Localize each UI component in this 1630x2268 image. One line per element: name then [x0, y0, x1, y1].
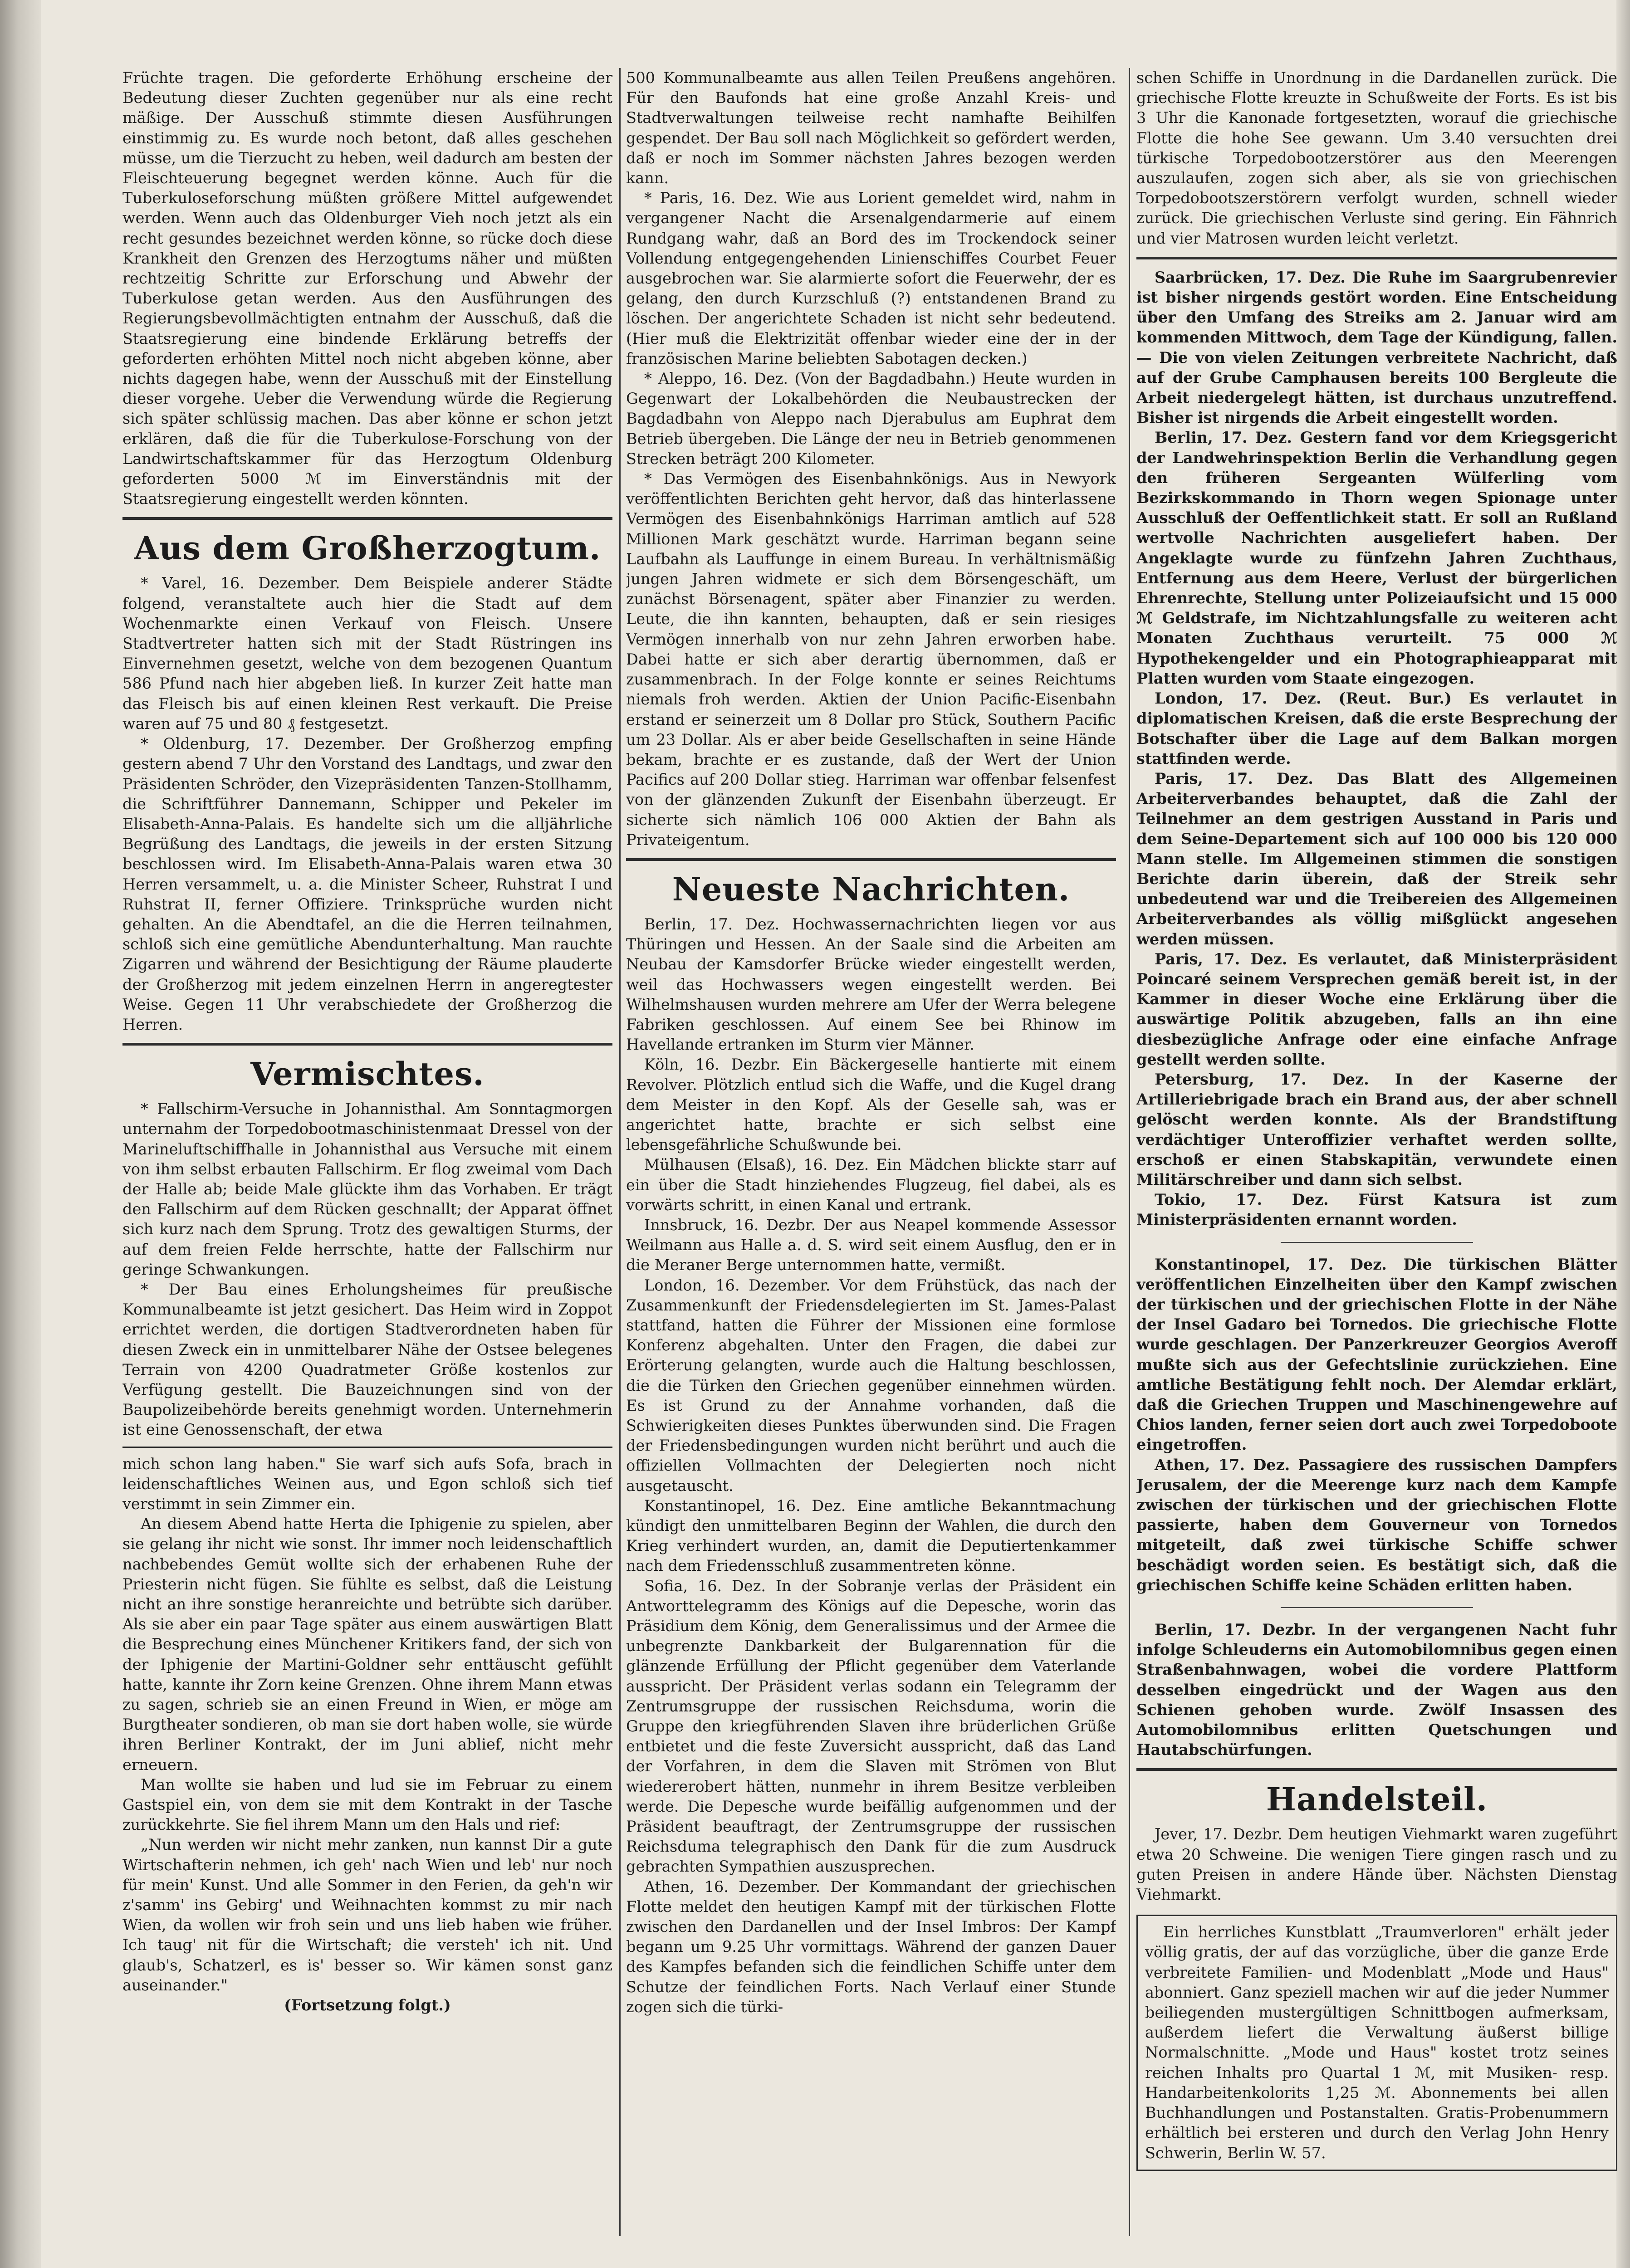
serial-paragraph: „Nun werden wir nicht mehr zanken, nun kannst Dir a gute Wirtschafterin nehmen, ich geh' nach Wien und leb' nur noch für mein' Kunst. Und alle Sommer in den Ferien, da geh'n wir z'samm' ins Gebirg' und Weihnachten kommst zu mir nach Wien, da wollen wir froh sein und uns lieb haben wie früher. Ich taug' nit für die Wirtschaft; die versteh' ich nit. Und glaub's, Schatzerl, es is' besser so. Wir kämen sonst ganz auseinander." — [122, 1836, 612, 1994]
article-paragraph: schen Schiffe in Unordnung in die Dardanellen zurück. Die griechische Flotte kreuzte in Schußweite der Forts. Es ist bis 3 Uhr die Kanonade fortgesetzten, worauf die griechische Flotte die hohe See gewann. Um 3.40 versuchten drei türkische Torpedobootzerstörer aus den Meerengen auszulaufen, zogen sich aber, als sie von griechischen Torpedobootszerstörern verfolgt wurden, schnell wieder zurück. Die griechischen Verluste sind gering. Ein Fähnrich und vier Matrosen wurden leicht verletzt. — [1136, 69, 1617, 247]
section-rule — [1136, 1768, 1617, 1771]
column-divider — [619, 68, 621, 2236]
telegram-block — [1136, 268, 1617, 1230]
article-paragraph: 500 Kommunalbeamte aus allen Teilen Preußens angehören. Für den Baufonds hat eine große Anzahl Kreis- und Stadtverwaltungen teilweise recht namhafte Beihilfen gespendet. Der Bau soll nach Möglichkeit so gefördert werden, daß er noch im Sommer nächsten Jahres bezogen werden kann. — [626, 69, 1116, 187]
section-heading-handelsteil: Handelsteil. — [1266, 1780, 1488, 1818]
section-heading-neueste-nachrichten: Neueste Nachrichten. — [672, 870, 1070, 908]
article-aleppo: * Aleppo, 16. Dez. (Von der Bagdadbahn.) Heute wurden in Gegenwart der Lokalbehörden die Neubaustrecken der Bagdadbahn von Aleppo nach Djerabulus am Euphrat dem Betrieb übergeben. Die Länge der neu in Betrieb genommenen Strecken beträgt 200 Kilometer. — [626, 370, 1116, 468]
binding-shadow-left — [0, 0, 41, 2268]
section-rule — [122, 1043, 612, 1046]
news-innsbruck: Innsbruck, 16. Dezbr. Der aus Neapel kommende Assessor Weilmann aus Halle a. d. S. wird seit einem Ausflug, den er in die Meraner Berge unternommen hatte, vermißt. — [626, 1216, 1116, 1274]
serial-paragraph: An diesem Abend hatte Herta die Iphigenie zu spielen, aber sie gelang ihr nicht wie sonst. Ihr immer noch leidenschaftlich nachbebendes Gemüt wollte sich der erhabenen Ruhe der Priesterin nicht fügen. Sie fühlte es selbst, daß die Leistung nicht an ihre sonstige heranreichte und betrübte sich darüber. Als sie aber ein paar Tage später aus einem auswärtigen Blatt die Besprechung eines Münchener Kritikers fand, der sich von der Iphigenie der Martini-Goldner sehr enttäuscht gefühlt hatte, kannte ihr Zorn keine Grenzen. Ohne ihrem Mann etwas zu sagen, schrieb sie an einen Freund in Wien, er möge am Burgtheater sondieren, ob man sie dort haben wolle, sie würde ihren Berliner Kontrakt, der im Juni ablief, nicht mehr erneuern. — [122, 1515, 612, 1774]
column-divider — [1129, 68, 1130, 2236]
article-fallschirm: * Fallschirm-Versuche in Johannisthal. Am Sonntagmorgen unternahm der Torpedobootmaschinistenmaat Dressel von der Marineluftschiffhalle in Johannisthal aus Versuche mit einem von ihm selbst erbauten Fallschirm. Er flog zweimal vom Dach der Halle ab; beide Male glückte ihm das Vorhaben. Er trägt den Fallschirm auf dem Rücken geschnallt; der Apparat öffnet sich kurz nach dem Sprung. Trotz des gewaltigen Sturms, der auf dem freien Felde herrschte, hatte der Fallschirm nur geringe Schwankungen. — [122, 1100, 612, 1278]
article-paris: * Paris, 16. Dez. Wie aus Lorient gemeldet wird, nahm in vergangener Nacht die Arsenalgendarmerie auf einem Rundgang wahr, daß an Bord des im Trockendock seiner Vollendung entgegengehenden Linienschiffes Courbet Feuer ausgebrochen war. Sie alarmierte sofort die Feuerwehr, der es gelang, den durch Kurzschluß (?) entstandenen Brand zu löschen. Der angerichtete Schaden ist nicht sehr bedeutend. (Hier muß die Elektrizität offenbar wieder eine der in der französischen Marine beliebten Sabotagen decken.) — [626, 189, 1116, 367]
market-jever: Jever, 17. Dezbr. Dem heutigen Viehmarkt waren zugeführt etwa 20 Schweine. Die wenigen Tiere gingen rasch und zu guten Preisen in andere Hände über. Nächsten Dienstag Viehmarkt. — [1136, 1825, 1617, 1904]
news-sofia: Sofia, 16. Dez. In der Sobranje verlas der Präsident ein Antworttelegramm des Königs auf die Depesche, worin das Präsidium dem König, dem Generalissimus und der Armee die unbegrenzte Dankbarkeit der Bulgarennation für die glänzende Erfüllung der Pflicht gegenüber dem Vaterlande ausspricht. Der Präsident verlas sodann ein Telegramm der Zentrumsgruppe der russischen Reichsduma, worin die Gruppe den kriegführenden Slaven ihre brüderlichen Grüße entbietet und die feste Zuversicht ausspricht, daß das Land der Vorfahren, in dem die Slaven mit Strömen von Blut wiedererobert hätten, nunmehr in ihrem Besitze verbleiben werde. Die Depesche wurde beifällig aufgenommen und der Präsident beauftragt, der Zentrumsgruppe der russischen Reichsduma telegraphisch den Dank für die zum Ausdruck gebrachten Sympathien auszusprechen. — [626, 1577, 1116, 1876]
article-varel: * Varel, 16. Dezember. Dem Beispiele anderer Städte folgend, veranstaltete auch hier die Stadt auf dem Wochenmarkte einen Verkauf von Fleisch. Unsere Stadtvertreter hatten sich mit der Stadt Rüstringen ins Einvernehmen gesetzt, welche von dem bezogenen Quantum 586 Pfund nach hier abgeben ließ. In kurzer Zeit hatte man das Fleisch bis auf einen kleinen Rest verkauft. Die Preise waren auf 75 und 80 ₰ festgesetzt. — [122, 574, 612, 733]
serial-paragraph: Man wollte sie haben und lud sie im Februar zu einem Gastspiel ein, von dem sie mit dem Kontrakt in der Tasche zurückkehrte. Sie fiel ihrem Mann um den Hals und rief: — [122, 1775, 612, 1834]
column-1 — [122, 68, 612, 2268]
section-heading-grossherzogtum: Aus dem Großherzogtum. — [134, 529, 601, 567]
news-athen: Athen, 16. Dezember. Der Kommandant der griechischen Flotte meldet den heutigen Kampf mit der türkischen Flotte zwischen den Dardanellen und der Insel Imbros: Der Kampf begann um 9.25 Uhr vormittags. Während der ganzen Dauer des Kampfes befanden sich die feindlichen Schiffe unter dem Schutze der feindlichen Forts. Nach Verlauf einer Stunde zogen sich die türki- — [626, 1877, 1116, 2016]
news-konstantinopel-flotte: Konstantinopel, 17. Dez. Die türkischen Blätter veröffentlichen Einzelheiten über den Kampf zwischen der türkischen und der griechischen Flotte in der Nähe der Insel Gadaro bei Tornedos. Die griechische Flotte wurde geschlagen. Der Panzerkreuzer Georgios Averoff mußte sich aus der Gefechtslinie zurückziehen. Eine amtliche Bestätigung fehlt noch. Der Alemdar erklärt, daß die Griechen Truppen und Maschinengewehre auf Chios landen, ferner seien dort auch zwei Torpedoboote eingetroffen. — [1136, 1255, 1617, 1454]
news-paris-streik: Paris, 17. Dez. Das Blatt des Allgemeinen Arbeiterverbandes behauptet, daß die Zahl der Teilnehmer an dem gestrigen Ausstand in Paris und dem Seine-Departement sich auf 100 000 bis 120 000 Mann stelle. Im Allgemeinen stimmen die sonstigen Berichte darin überein, daß der Streik sehr unbedeutend war und die Treibereien des Allgemeinen Arbeiterverbandes als völlig mißglückt angesehen werden müssen. — [1136, 769, 1617, 948]
telegram-block — [1136, 1620, 1617, 1760]
news-athen-jerusalem: Athen, 17. Dez. Passagiere des russischen Dampfers Jerusalem, der die Meerenge kurz nach dem Kampfe zwischen der türkischen und der griechischen Flotte passierte, haben dem Gouverneur von Tornedos mitgeteilt, daß zwei türkische Schiffe schwer beschädigt worden seien. Es bestätigt sich, daß die griechischen Schiffe keine Schäden erlitten haben. — [1136, 1456, 1617, 1594]
serial-paragraph: mich schon lang haben." Sie warf sich aufs Sofa, brach in leidenschaftliches Weinen aus, und Egon schloß sich tief verstimmt in sein Zimmer ein. — [122, 1455, 612, 1513]
column-3 — [1136, 68, 1617, 2268]
news-petersburg: Petersburg, 17. Dez. In der Kaserne der Artilleriebrigade brach ein Brand aus, der aber schnell gelöscht werden konnte. Als der Brandstiftung verdächtiger Unteroffizier verhaftet werden sollte, erschoß er einen Stabskapitän, verwundete einen Militärschreiber und dann sich selbst. — [1136, 1070, 1617, 1188]
article-oldenburg: * Oldenburg, 17. Dezember. Der Großherzog empfing gestern abend 7 Uhr den Vorstand des Landtags, und zwar den Präsidenten Schröder, den Vizepräsidenten Tanzen-Stollhamm, die Schriftführer Dannemann, Schipper und Pekeler im Elisabeth-Anna-Palais. Es handelte sich um die alljährliche Begrüßung des Landtags, die jeweils in der ersten Sitzung beschlossen wird. Im Elisabeth-Anna-Palais waren etwa 30 Herren versammelt, u. a. die Minister Scheer, Ruhstrat I und Ruhstrat II, ferner Offiziere. Trinksprüche wurden nicht gehalten. An die Abendtafel, an die die Herren teilnahmen, schloß sich eine gemütliche Abendunterhaltung. Man rauchte Zigarren und während der Besichtigung der Räume plauderte der Großherzog mit jedem einzelnen Herrn in angeregtester Weise. Gegen 11 Uhr verabschiedete der Großherzog die Herren. — [122, 735, 612, 1033]
news-paris-poincare: Paris, 17. Dez. Es verlautet, daß Ministerpräsident Poincaré seinem Versprechen gemäß bereit ist, in der Kammer in dieser Woche eine Erklärung über die auswärtige Politik abzugeben, falls an ihn eine diesbezügliche Anfrage oder eine einfache Anfrage gestellt werden sollte. — [1136, 950, 1617, 1068]
section-rule — [1136, 257, 1617, 259]
telegram-block — [1136, 1255, 1617, 1595]
binding-shadow-right — [1616, 0, 1630, 2268]
article-eisenbahnkoenig: * Das Vermögen des Eisenbahnkönigs. Aus in Newyork veröffentlichten Berichten geht hervor, daß das hinterlassene Vermögen des Eisenbahnkönigs Harriman amtlich auf 528 Millionen Mark geschätzt wurde. Harriman begann seine Laufbahn als Lauffunge in einem Bureau. In verhältnismäßig jungen Jahren widmete er sich dem Börsengeschäft, um zunächst Börsenagent, später aber Finanzier zu werden. Leute, die ihn kannten, behaupten, daß er sein riesiges Vermögen innerhalb von nur zehn Jahren erworben habe. Dabei hatte er sich aber derartig übernommen, daß er zusammenbrach. In der Folge konnte er seines Reichtums niemals froh werden. Aktien der Union Pacific-Eisenbahn erstand er seinerzeit um 8 Dollar pro Stück, Southern Pacific um 23 Dollar. Als er aber beide Gesellschaften in seine Hände bekam, brachte er es zustande, daß der Wert der Union Pacifics auf 200 Dollar stieg. Harriman war offenbar felsenfest von der glänzenden Zukunft der Eisenbahn überzeugt. Er sicherte sich nämlich 106 000 Aktien der Bahn als Privateigentum. — [626, 470, 1116, 849]
feuilleton-serial — [122, 1447, 612, 2016]
section-rule — [122, 517, 612, 520]
article-erholungsheim: * Der Bau eines Erholungsheimes für preußische Kommunalbeamte ist jetzt gesichert. Das Heim wird in Zoppot errichtet werden, die dortigen Stadtverordneten haben für diesen Zweck ein in unmittelbarer Nähe der Ostsee belegenes Terrain von 4200 Quadratmeter Größe kostenlos zur Verfügung gestellt. Die Bauzeichnungen sind von der Baupolizeibehörde bereits genehmigt worden. Unternehmerin ist eine Genossenschaft, der etwa — [122, 1280, 612, 1439]
divider-rule — [1281, 1242, 1473, 1243]
news-berlin: Berlin, 17. Dez. Hochwassernachrichten liegen vor aus Thüringen und Hessen. An der Saale sind die Arbeiten am Neubau der Kamsdorfer Brücke wieder eingestellt werden, weil das Hochwassers wegen eingestellt werden. Bei Wilhelmshausen wurden mehrere am Ufer der Werra belegene Fabriken geschlossen. Auf einem See bei Rhinow im Havellande ertranken im Sturm vier Männer. — [626, 915, 1116, 1054]
section-heading-vermischtes: Vermischtes. — [250, 1055, 485, 1093]
article-paragraph: Früchte tragen. Die geforderte Erhöhung erscheine der Bedeutung dieser Zuchten gegenüber nur als eine recht mäßige. Der Ausschuß stimmte diesen Ausführungen einstimmig zu. Es wurde noch betont, daß alles geschehen müsse, um die Tierzucht zu heben, weil dadurch am besten der Fleischteuerung begegnet werden könne. Auch für die Tuberkuloseforschung müßten größere Mittel aufgewendet werden. Wenn auch das Oldenburger Vieh noch jetzt als ein recht gesundes bezeichnet werden könne, so rücke doch diese Krankheit den Grenzen des Herzogtums näher und müßten rechtzeitig Schritte zur Erforschung und Abwehr der Tuberkulose getan werden. Aus den Ausführungen des Regierungsbevollmächtigten entnahm der Ausschuß, daß die Staatsregierung eine bindende Erklärung betreffs der geforderten erhöhten Mittel noch nicht abgeben könne, aber nichts dagegen habe, wenn der Ausschuß mit der Einstellung dieser vorgehe. Ueber die Verwendung würde die Regierung sich später schlüssig machen. Das aber könne er schon jetzt erklären, daß die für die Tuberkulose-Forschung von der Landwirtschaftskammer für das Herzogtum Oldenburg geforderten 5000 ℳ im Einverständnis mit der Staatsregierung eingestellt werden könnten. — [122, 69, 612, 508]
news-berlin-omnibus: Berlin, 17. Dezbr. In der vergangenen Nacht fuhr infolge Schleuderns ein Automobilomnibus gegen einen Straßenbahnwagen, wobei die vordere Plattform desselben eingedrückt und der Wagen aus den Schienen gehoben wurde. Zwölf Insassen des Automobilomnibus erlitten Quetschungen und Hautabschürfungen. — [1136, 1621, 1617, 1759]
news-london: London, 16. Dezember. Vor dem Frühstück, das nach der Zusammenkunft der Friedensdelegierten im St. James-Palast stattfand, hatten die Führer der Missionen eine formlose Konferenz abgehalten. Unter den Fragen, die dabei zur Erörterung gelangten, wurde auch die Haltung beschlossen, die die Türken den Griechen gegenüber einnehmen würden. Es ist Grund zu der Annahme vorhanden, daß die Schwierigkeiten dieses Punktes überwunden sind. Die Fragen der Friedensbedingungen wurden nicht berührt und auch die offiziellen Vollmachten der Delegierten noch nicht ausgetauscht. — [626, 1276, 1116, 1495]
news-berlin-spionage: Berlin, 17. Dez. Gestern fand vor dem Kriegsgericht der Landwehrinspektion Berlin die Verhandlung gegen den früheren Sergeanten Wülferling vom Bezirkskommando in Thorn wegen Spionage unter Ausschluß der Oeffentlichkeit statt. Er soll an Rußland wertvolle Nachrichten ausgeliefert haben. Der Angeklagte wurde zu fünfzehn Jahren Zuchthaus, Entfernung aus dem Heere, Verlust der bürgerlichen Ehrenrechte, Stellung unter Polizeiaufsicht und 15 000 ℳ Geldstrafe, im Nichtzahlungsfalle zu weiteren acht Monaten Zuchthaus verurteilt. 75 000 ℳ Hypothekengelder und ein Photographieapparat mit Platten wurden vom Staate eingezogen. — [1136, 429, 1617, 687]
news-london-botschafter: London, 17. Dez. (Reut. Bur.) Es verlautet in diplomatischen Kreisen, daß die erste Besprechung der Botschafter über die Lage auf dem Balkan morgen stattfinden werde. — [1136, 689, 1617, 767]
ad-text: Ein herrliches Kunstblatt „Traumverloren" erhält jeder völlig gratis, der auf das vorzügliche, über die ganze Erde verbreitete Familien- und Modenblatt „Mode und Haus" abonniert. Ganz speziell machen wir auf die jeder Nummer beiliegenden mustergültigen Schnittbogen aufmerksam, außerdem liefert die Verwaltung äußerst billige Normalschnitte. „Mode und Haus" kostet trotz seines reichen Inhalts pro Quartal 1 ℳ, mit Musiken- resp. Handarbeitenkolorits 1,25 ℳ. Abonnements bei allen Buchhandlungen und Postanstalten. Gratis-Probenummern erhältlich bei ersteren und durch den Verlag John Henry Schwerin, Berlin W. 57. — [1145, 1923, 1609, 2162]
serial-continued-note: (Fortsetzung folgt.) — [284, 1996, 451, 2014]
news-tokio: Tokio, 17. Dez. Fürst Katsura ist zum Ministerpräsidenten ernannt worden. — [1136, 1191, 1617, 1229]
section-rule — [626, 858, 1116, 861]
column-2 — [626, 68, 1116, 2268]
news-konstantinopel: Konstantinopel, 16. Dez. Eine amtliche Bekanntmachung kündigt den unmittelbaren Beginn der Wahlen, die durch den Krieg verhindert wurden, an, damit die Deputiertenkammer nach dem Friedensschluß zusammentreten könne. — [626, 1496, 1116, 1575]
divider-rule — [1281, 1607, 1473, 1608]
news-koeln: Köln, 16. Dezbr. Ein Bäckergeselle hantierte mit einem Revolver. Plötzlich entlud sich die Waffe, und die Kugel drang dem Meister in den Kopf. Als der Geselle sah, was er angerichtet hatte, brachte er sich selbst eine lebensgefährliche Schußwunde bei. — [626, 1056, 1116, 1154]
news-saarbruecken: Saarbrücken, 17. Dez. Die Ruhe im Saargrubenrevier ist bisher nirgends gestört worden. Eine Entscheidung über den Umfang des Streiks am 2. Januar wird am kommenden Mittwoch, dem Tage der Kündigung, fallen. — Die von vielen Zeitungen verbreitete Nachricht, daß auf der Grube Camphausen bereits 100 Bergleute die Arbeit niedergelegt hätten, ist durchaus unzutreffend. Bisher ist nirgends die Arbeit eingestellt worden. — [1136, 268, 1617, 427]
advertisement-mode-und-haus — [1136, 1915, 1617, 2170]
news-muelhausen: Mülhausen (Elsaß), 16. Dez. Ein Mädchen blickte starr auf ein über die Stadt hinziehendes Flugzeug, fiel dabei, als es vorwärts schritt, in einen Kanal und ertrank. — [626, 1156, 1116, 1214]
